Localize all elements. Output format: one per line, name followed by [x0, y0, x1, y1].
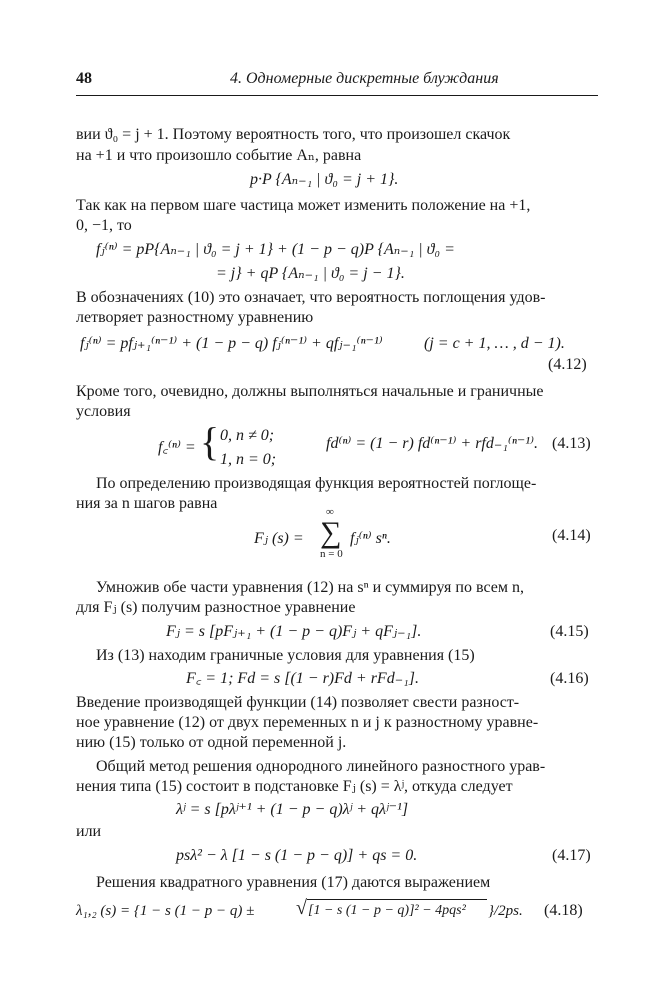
equation-number: (4.13): [552, 435, 591, 452]
paragraph-line: для Fⱼ (s) получим разностное уравнение: [76, 599, 356, 616]
equation-rhs: fⱼ⁽ⁿ⁾ sⁿ.: [350, 530, 391, 547]
paragraph-line: Общий метод решения однородного линейного разностного урав-: [96, 758, 546, 775]
paragraph-line: Решения квадратного уравнения (17) даются выражением: [96, 874, 491, 891]
equation-number: (4.16): [550, 670, 589, 687]
equation-4-15: Fⱼ = s [pFⱼ₊₁ + (1 − p − q)Fⱼ + qFⱼ₋₁].: [166, 623, 422, 640]
equation-lhs: λ₁,₂ (s) = {1 − s (1 − p − q) ±: [76, 903, 255, 919]
paragraph-line: Так как на первом шаге частица может изменить положение на +1,: [76, 197, 531, 214]
word-ili: или: [76, 823, 102, 840]
equation-number: (4.12): [548, 356, 587, 373]
equation-lhs: f꜀⁽ⁿ⁾ =: [158, 439, 196, 456]
equation: p·P {Aₙ₋₁ | ϑ₀ = j + 1}.: [250, 171, 399, 188]
paragraph-line: нию (15) только от одной переменной j.: [76, 734, 347, 751]
case-line: 0, n ≠ 0;: [220, 427, 275, 444]
sum-sign: ∑: [320, 516, 342, 549]
running-title: 4. Одномерные дискретные блуждания: [230, 70, 499, 87]
paragraph-line: Умножив обе части уравнения (12) на sⁿ и суммируя по всем n,: [96, 579, 524, 596]
paragraph-line: на +1 и что произошло событие Aₙ, равна: [76, 147, 362, 164]
radicand: [1 − s (1 − p − q)]² − 4pqs²: [308, 903, 466, 918]
header-rule: [76, 95, 598, 96]
equation-range: (j = c + 1, … , d − 1).: [424, 335, 565, 352]
paragraph-line: ния за n шагов равна: [76, 495, 218, 512]
equation-line: fⱼ⁽ⁿ⁾ = pP{Aₙ₋₁ | ϑ₀ = j + 1} + (1 − p − q)P {Aₙ₋₁ | ϑ₀ =: [96, 241, 455, 258]
equation-number: (4.14): [552, 527, 591, 544]
radical-sign: √: [296, 897, 307, 919]
equation: λʲ = s [pλʲ⁺¹ + (1 − p − q)λʲ + qλʲ⁻¹]: [176, 801, 409, 818]
case-line: 1, n = 0;: [220, 451, 277, 468]
paragraph-line: По определению производящая функция вероятностей поглоще-: [96, 475, 537, 492]
equation-4-16: F꜀ = 1; Fd = s [(1 − r)Fd + rFd₋₁].: [186, 670, 419, 687]
equation-number: (4.18): [544, 902, 583, 919]
paragraph-line: ное уравнение (12) от двух переменных n и j к разностному уравне-: [76, 714, 539, 731]
radical-bar: [307, 899, 487, 900]
equation-rhs: fd⁽ⁿ⁾ = (1 − r) fd⁽ⁿ⁻¹⁾ + rfd₋₁⁽ⁿ⁻¹⁾.: [326, 435, 539, 452]
equation-tail: }/2ps.: [488, 903, 523, 919]
equation-line: = j} + qP {Aₙ₋₁ | ϑ₀ = j − 1}.: [216, 265, 405, 282]
paragraph-line: В обозначениях (10) это означает, что вероятность поглощения удов-: [76, 289, 546, 306]
paragraph-line: условия: [76, 403, 131, 420]
paragraph-line: 0, −1, то: [76, 217, 132, 234]
sum-lower-limit: n = 0: [320, 548, 343, 560]
equation-4-17: psλ² − λ [1 − s (1 − p − q)] + qs = 0.: [176, 847, 418, 864]
paragraph-line: нения типа (15) состоит в подстановке Fⱼ (s) = λʲ, откуда следует: [76, 778, 513, 795]
page-number: 48: [76, 70, 92, 87]
paragraph-line: Кроме того, очевидно, должны выполняться начальные и граничные: [76, 383, 544, 400]
paragraph-line: Введение производящей функции (14) позволяет свести разност-: [76, 694, 520, 711]
paragraph-line: летворяет разностному уравнению: [76, 309, 314, 326]
equation-number: (4.17): [552, 847, 591, 864]
equation-number: (4.15): [550, 623, 589, 640]
equation-body: fⱼ⁽ⁿ⁾ = pfⱼ₊₁⁽ⁿ⁻¹⁾ + (1 − p − q) fⱼ⁽ⁿ⁻¹⁾ + qfⱼ₋₁⁽ⁿ⁻¹⁾: [80, 335, 383, 352]
equation-lhs: Fⱼ (s) =: [254, 530, 304, 547]
paragraph-line: вии ϑ₀ = j + 1. Поэтому вероятность того, что произошел скачок: [76, 126, 511, 143]
sum-upper-limit: ∞: [326, 506, 334, 518]
paragraph-line: Из (13) находим граничные условия для уравнения (15): [96, 647, 475, 664]
cases-brace: {: [200, 419, 220, 464]
